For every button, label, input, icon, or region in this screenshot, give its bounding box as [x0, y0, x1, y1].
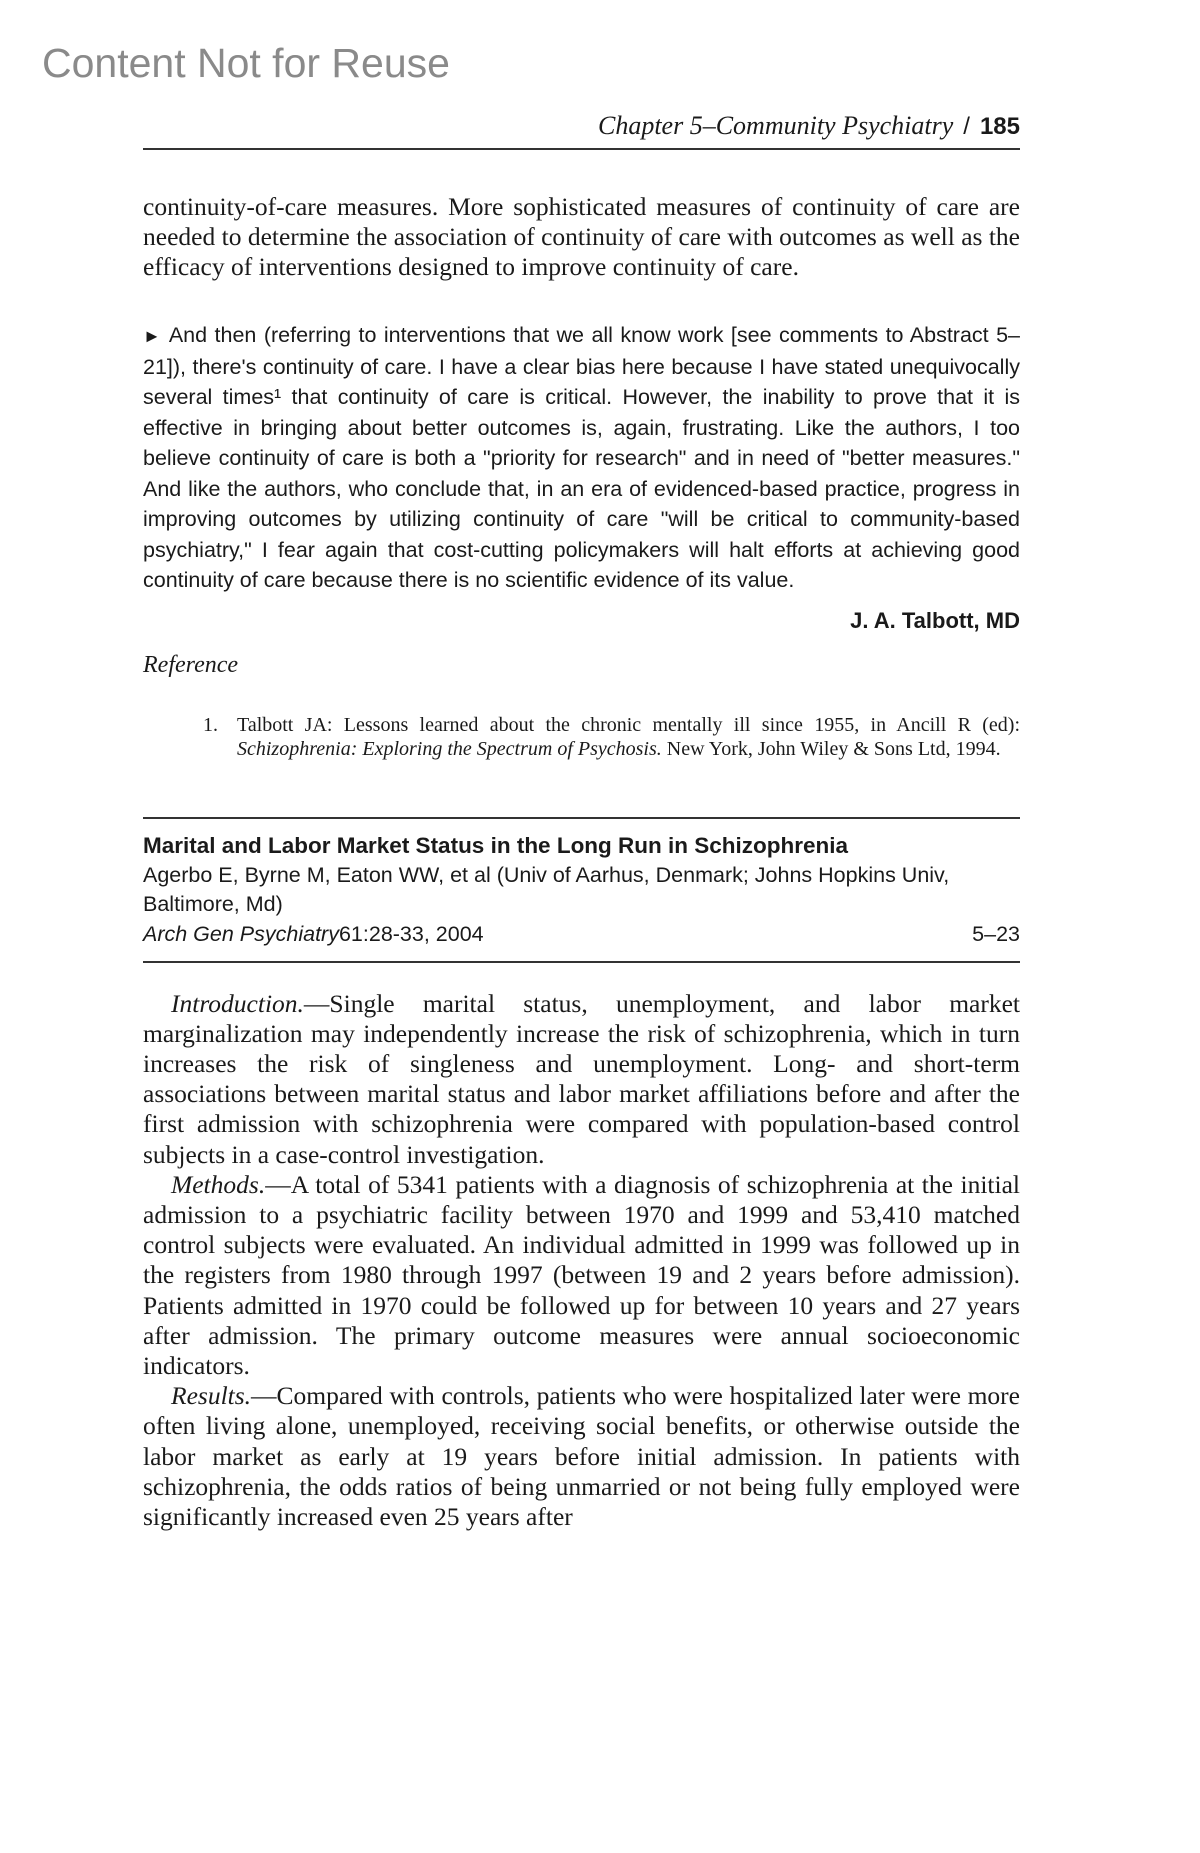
section-lead: Introduction.	[171, 988, 304, 1018]
comment-text: And then (referring to interventions that we all know work [see comments to Abstract 5–21]), there's continuity of care. I have a clear bias here because I have stated unequivocally several times¹ that continuity of care is critical. However, the inability to prove that it is effective in bringing about better outcomes is, again, frustrating. Like the authors, I too believe continuity of care is both a "priority for research" and in need of "better measures." And like the authors, who conclude that, in an era of evidenced-based practice, progress in improving outcomes by utilizing continuity of care "will be critical to community-based psychiatry," I fear again that cost-cutting policymakers will halt efforts at achieving good continuity of care because there is no scientific evidence of its value.	[143, 323, 1020, 592]
reference-item	[143, 713, 1020, 761]
section-text: —Compared with controls, patients who were hospitalized later were more often living alone, unemployed, receiving social benefits, or otherwise outside the labor market as early at 19 years before initial admission. In patients with schizophrenia, the odds ratios of being unmarried or not being fully employed were significantly increased even 25 years after	[143, 1381, 1020, 1531]
methods-paragraph	[143, 1170, 1020, 1381]
comment-author: J. A. Talbott, MD	[850, 607, 1020, 633]
reference-text-part: New York, John Wiley & Sons Ltd, 1994.	[661, 737, 1001, 760]
editor-comment	[143, 320, 1020, 596]
results-paragraph	[143, 1381, 1020, 1532]
introduction-paragraph	[143, 989, 1020, 1170]
reference-text	[237, 713, 1020, 761]
running-head	[143, 104, 1020, 150]
abstract-authors: Agerbo E, Byrne M, Eaton WW, et al (Univ of Aarhus, Denmark; Johns Hopkins Univ, Baltimore, Md)	[143, 862, 950, 916]
document-page	[143, 104, 1020, 1532]
continuation-paragraph: continuity-of-care measures. More sophisticated measures of continuity of care are needed to determine the association of continuity of care with outcomes as well as the efficacy of interventions designed to improve continuity of care.	[143, 192, 1020, 281]
section-lead: Results.	[171, 1381, 252, 1411]
running-head-separator: /	[963, 113, 970, 140]
abstract-header	[143, 817, 1020, 963]
reference-number: 1.	[203, 713, 218, 736]
abstract-title: Marital and Labor Market Status in the Long Run in Schizophrenia	[143, 832, 849, 858]
reference-list	[143, 713, 1020, 761]
journal-name: Arch Gen Psychiatry	[143, 921, 339, 946]
citation-details: 61:28-33, 2004	[338, 921, 484, 946]
abstract-source	[143, 919, 484, 949]
abstract-citation	[143, 919, 1020, 949]
chapter-title: Chapter 5–Community Psychiatry	[597, 111, 954, 140]
comment-arrow-icon: ►	[143, 326, 161, 346]
section-text: —A total of 5341 patients with a diagnosis of schizophrenia at the initial admission to a psychiatric facility between 1970 and 1999 and 53,410 matched control subjects were evaluated. An individual admitted in 1999 was followed up in the registers from 1980 through 1997 (between 19 and 2 years before admission). Patients admitted in 1970 could be followed up for between 10 years and 27 years after admission. The primary outcome measures were annual socioeconomic indicators.	[143, 1169, 1020, 1380]
reference-text-part: Talbott JA: Lessons learned about the chronic mentally ill since 1955, in Ancill R (ed):	[237, 713, 1020, 736]
abstract-body	[143, 989, 1020, 1533]
section-text: —Single marital status, unemployment, and labor market marginalization may independently increase the risk of schizophrenia, which in turn increases the risk of singleness and unemployment. Long- and short-term associations between marital status and labor market affiliations before and after the first admission with schizophrenia were compared with population-based control subjects in a case-control investigation.	[143, 988, 1020, 1169]
page-number: 185	[979, 113, 1020, 140]
reference-book-title: Schizophrenia: Exploring the Spectrum of Psychosis.	[237, 737, 662, 760]
section-lead: Methods.	[171, 1169, 266, 1199]
watermark-text: Content Not for Reuse	[42, 40, 450, 86]
reference-heading: Reference	[143, 651, 239, 678]
abstract-number: 5–23	[972, 921, 1020, 946]
